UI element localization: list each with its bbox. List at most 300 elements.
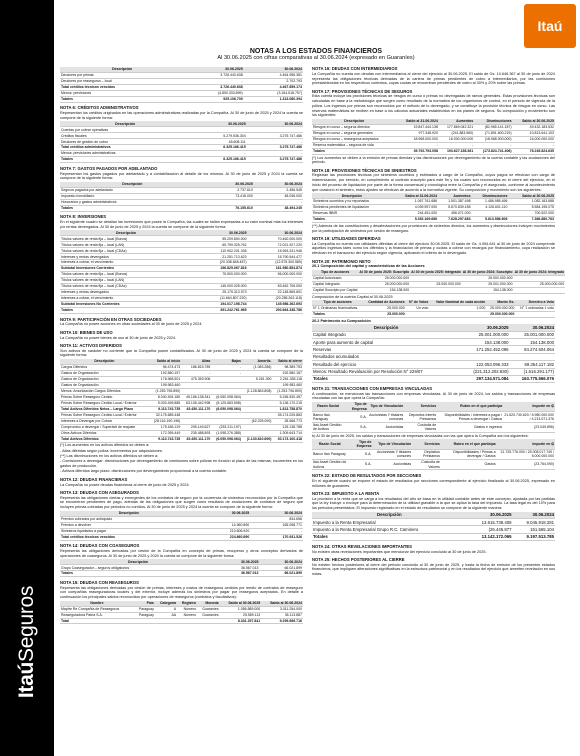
- note-13: [60, 490, 303, 541]
- data-table: [60, 230, 303, 314]
- note-5-table: [60, 67, 303, 103]
- data-table: [60, 67, 303, 103]
- table-cell: 475.353.906: [181, 376, 211, 382]
- table-cell: (3.154.518.757): [244, 90, 303, 96]
- note-15: [60, 580, 303, 625]
- table-cell: (1.128.863.808): [242, 388, 273, 394]
- table-cell: 45.608.111: [190, 139, 246, 145]
- table-cell: Guaraníes: [197, 606, 220, 612]
- column-header: Rubro en el que participa: [441, 439, 497, 449]
- table-cell: 3.726.440.638: [184, 84, 243, 90]
- table-row: [60, 307, 303, 313]
- table-row: [312, 312, 555, 318]
- note-text: Representa las obligaciones derivadas por cesión de la Compañía en concepto de primas, recuperos y otros conceptos derivados de operaciones de coaseguros. Al 30 de junio de 2025 y 2024 la cuenta se compone de la siguiente forma:: [60, 548, 303, 558]
- table-cell: [197, 618, 220, 624]
- table-cell: 6.325.166.415: [190, 157, 246, 163]
- column-header: Tipo de Empresa: [344, 402, 368, 412]
- table-cell: 10.813.641.103: [513, 130, 555, 136]
- itau-logo: Itaú: [524, 4, 576, 48]
- note-text: En el siguiente cuadro se expone el estado de resultados por secciones correspondiente al ejercicio finalizado al 30.06.2025, expresado en millones de guaraníes.: [312, 478, 555, 488]
- table-cell: 48.494.245: [254, 205, 303, 211]
- table-cell: 25.001.000.000: [460, 331, 509, 338]
- note-text: La Compañía no cuenta con deudas con intermediarios al cierre del ejercicio al 30.06.2025. El saldo de Gs. 10.646.367 al 30 de junio de 2024 representa las obligaciones técnicas derivadas de la cartera de primas pendientes de cobro a intermediarios, por las comisiones preestablecidas en los respectivos contratos, cuyas cuotas se encuentran pendientes de cobro al 30% y 20% sobre las primas.: [312, 71, 555, 86]
- table-cell: Reserva matemática – seguros de vida: [312, 142, 397, 148]
- table-cell: Custodia de Valores: [412, 459, 441, 469]
- note-text: Representa las obligaciones ciertas y emergentes de los contratos de seguro por la ocurrencia de siniestros reconocidos por la Compañía que se encuentran pendientes de pago, además de las obligaciones que surgen como resultado de anulaciones de contratos de seguro que incluyen primas cobradas por periodos no corridos. Al 30 de junio de 2025 y 2024 la cuenta se compone de la siguiente forma:: [60, 495, 303, 510]
- table-cell: Reaseguradora Patria S.A.: [60, 612, 134, 618]
- note-table: [312, 119, 555, 155]
- note-21-subtext: b) Al 30 de junio de 2025, los saldos y transacciones de empresas vinculadas con las que opera la Compañía son los siguientes:: [312, 433, 529, 438]
- data-table: [60, 511, 303, 541]
- table-cell: Títulos valores de renta fija – local (LAN): [60, 278, 192, 284]
- note-footnote: (*) Los aumentos en los activos diferidos se deben a:: [60, 443, 150, 448]
- table-cell: 171.252.452.096: [460, 346, 509, 353]
- column-header: N° de Votos: [406, 300, 430, 305]
- page-subtitle: Al 30.06.2025 con cifras comparativas al 30.06.2024 (expresado en Guaraníes): [217, 55, 415, 61]
- shares-table: [312, 300, 555, 318]
- table-cell: Totales: [60, 571, 216, 577]
- table-cell: 2.702.793: [244, 78, 303, 84]
- table-cell: 36.567.013: [216, 571, 259, 577]
- table-cell: 16.000.000.000: [439, 136, 474, 142]
- data-table: [60, 121, 303, 163]
- column-header: Servicios: [404, 402, 437, 412]
- table-cell: 2.737.610: [205, 187, 254, 193]
- table-cell: 177.869.042.321: [439, 124, 474, 130]
- table-cell: Intereses a cobrar, el vencimiento: [60, 260, 192, 266]
- table-cell: 28.566.773: [272, 418, 303, 424]
- table-cell: 73.418.000: [205, 193, 254, 199]
- table-cell: Paraguay: [134, 612, 155, 618]
- note-footnote: - Altas diferidas según póliza: incrementos por adquisiciones.: [60, 448, 163, 453]
- table-cell: Capital Suscripto por Capital: [313, 288, 358, 293]
- table-cell: 9.299.896.716: [261, 618, 303, 624]
- column-header: Saldo al 31.06.2024: [397, 119, 439, 124]
- table-cell: 9.113.743.735: [149, 436, 181, 442]
- note-text: Representan los créditos originados en las operaciones administrativas realizadas por la Compañía. Al 30 de junio de 2025 y 2024 la cuenta se compone de la siguiente forma:: [60, 111, 303, 120]
- column-header: 30.06.2025: [184, 67, 243, 72]
- column-header: 30.06.2024: [244, 67, 303, 72]
- note-footnote: (**) Además de las constituciones y desafectaciones por provisiones de siniestros directos, los aumentos y disminuciones incluyen movimientos por la participación de siniestros por cesión de reaseguro.: [312, 223, 555, 233]
- table-cell: [406, 312, 430, 318]
- table-cell: Número: [177, 606, 197, 612]
- column-header: Descripción: [60, 511, 198, 516]
- table-cell: Accionistas Y titulares comunes: [372, 449, 412, 459]
- table-cell: 1.056.889.000: [220, 606, 262, 612]
- table-cell: Itaú Asset Gestión de Activos: [312, 422, 344, 432]
- note-25: [312, 557, 555, 577]
- data-table: [312, 402, 555, 433]
- table-cell: Banco Itaú Paraguay: [312, 412, 344, 422]
- column-header: Saldo al 30.06.2024: [261, 601, 303, 606]
- table-cell: 70.460.000.000: [248, 236, 303, 242]
- table-cell: Menos: previsiones administrativas: [60, 151, 190, 157]
- table-cell: Depósitos Préstamos: [412, 449, 441, 459]
- table-cell: [155, 618, 177, 624]
- note-text: La Compañía no posee bienes de uso al 30 de junio de 2025 y 2024.: [60, 335, 177, 340]
- table-cell: Totales: [60, 205, 205, 211]
- table-cell: 30.173.100.418: [272, 436, 303, 442]
- column-header: Al 30 de junio 2024: Integrado: [514, 270, 565, 275]
- note-table: [60, 559, 303, 577]
- note-8: [60, 214, 303, 314]
- table-cell: 5.003.495.885: [149, 400, 181, 406]
- table-cell: 175.186.129: [149, 424, 181, 430]
- note-10: [60, 330, 303, 341]
- table-cell: (221.312.202.830): [460, 368, 509, 375]
- table-cell: 834.656: [250, 516, 303, 522]
- note-21-text: A continuación, se mencionan las transacciones con empresas vinculadas. Al 30 de junio de 2024, los saldos y transacciones de empresas vinculadas con las que opera la Compañía:: [312, 391, 555, 401]
- column-header: Tipo de acciones: [312, 300, 363, 305]
- table-cell: 36.567.013: [216, 565, 259, 571]
- column-header: 30.06.2024: [250, 511, 303, 516]
- table-header-row: [312, 324, 555, 331]
- note-table: [60, 511, 303, 541]
- table-cell: N° 1 Ordinarias Nominativas: [312, 306, 363, 312]
- table-row: [312, 368, 555, 375]
- table-cell: 5.279.536.304: [190, 133, 246, 139]
- table-cell: 45.450.111.170: [181, 406, 211, 412]
- table-cell: 456.071.000: [438, 211, 471, 217]
- note-title: NOTA 7: GASTOS PAGADOS POR ADELANTADO: [60, 165, 158, 171]
- table-cell: N° 1 ordinarias 1 voto: [515, 306, 555, 312]
- brand-sidebar: [0, 0, 54, 756]
- table-cell: 3.011.254.000: [261, 606, 303, 612]
- table-cell: 196.825.067.816: [192, 266, 247, 272]
- table-cell: Resultados acumulados: [312, 353, 460, 360]
- table-cell: 15.963.241.946: [248, 248, 303, 254]
- column-header: Descripción: [312, 193, 392, 198]
- note-title: NOTA 14: DEUDAS CON COASEGUROS: [60, 543, 140, 549]
- table-cell: 45.156.138.341: [181, 394, 211, 400]
- table-cell: 98.389.753: [272, 364, 303, 370]
- table-cell: Subtotal Inversiones No Corrientes: [60, 301, 192, 307]
- table-cell: 5.613.586.606: [472, 217, 509, 223]
- note-14: [60, 543, 303, 577]
- column-header: Descripción: [312, 119, 397, 124]
- column-header: Importe en ₲: [497, 439, 555, 449]
- note-20-2-subtitle: 20.2 Patrimonio su Composición: [312, 318, 371, 323]
- table-cell: Itaú Asset Gestión de Activos: [313, 460, 347, 469]
- note-table: [312, 512, 555, 541]
- table-cell: Totales: [312, 148, 397, 154]
- table-cell: 4.039.957.000: [392, 205, 439, 211]
- wordmark-light: Seguros: [15, 585, 38, 662]
- table-cell: (1.253.796.890): [149, 388, 181, 394]
- table-cell: 39.792.793.058: [397, 148, 439, 154]
- note-table: [60, 121, 303, 163]
- table-cell: Menos: previsiones: [60, 90, 184, 96]
- table-cell: 199.983.460: [149, 382, 181, 388]
- table-cell: (1.083.286): [242, 364, 273, 370]
- column-header: 30.06.2024: [513, 512, 555, 519]
- data-table: [312, 324, 555, 383]
- column-header: Descripción: [60, 121, 190, 126]
- table-row: [312, 361, 555, 368]
- column-header: Aumentos: [439, 119, 474, 124]
- table-cell: Capital Autorizado: [312, 275, 358, 281]
- note-title: NOTA 8: INVERSIONES: [60, 214, 107, 220]
- column-header: Descripción: [60, 359, 149, 364]
- note-20-1-subtitle: 20.1 Composición del capital y características de las Acciones: [312, 264, 425, 269]
- note-title: NOTA 19: UTILIDADES DIFERIDAS: [312, 235, 381, 241]
- table-cell: 22.148.869.601: [248, 290, 303, 296]
- note-text: Representan los gastos pagados por adelantado y a contabilización al detalle de los mismos. Al 30 de junio de 2025 y 2024 la cuenta se compone de la siguiente forma:: [60, 171, 303, 181]
- table-cell: [429, 312, 486, 318]
- table-cell: 75.500.000.000: [192, 272, 247, 278]
- column-header: Moneda: [197, 601, 220, 606]
- table-cell: [177, 618, 197, 624]
- note-16: [312, 66, 555, 86]
- table-cell: 65.799.325.762: [192, 242, 247, 248]
- table-cell: (12.575.300.589): [248, 260, 303, 266]
- table-row: [312, 526, 555, 533]
- table-cell: (1.098.276.388): [211, 430, 242, 436]
- wordmark-bold: Itaú: [15, 662, 38, 699]
- note-text: Esta cuenta incluye las provisiones técnicas de riesgos en curso o primas no devengadas de ramos generales. Estas provisiones técnicas son calculadas en base a la metodología que surgen como resultado de la normativa de los organismos de control, en el periodo de vigencia de la póliza. Los ingresos por primas son reconocidos por el método de lo devengado, y se constituye la provisión técnica de riesgos en curso. Las reservas matemáticas se reciben en base a los cálculos actuariales establecidos en los planes de seguros. Su composición y movimiento son los siguientes:: [312, 94, 555, 118]
- note-23: [312, 491, 555, 541]
- table-cell: 1.082.163.688: [508, 199, 555, 205]
- table-cell: Siniestros liquidados a pagar: [60, 528, 198, 534]
- column-header: Al 30 de junio 2025: Suscripto: [359, 270, 410, 275]
- table-cell: Créditos fiscales: [60, 133, 190, 139]
- table-cell: 55.209.800.000: [192, 236, 247, 242]
- document-header: [60, 48, 572, 61]
- table-cell: 19.847.444.138: [397, 124, 439, 130]
- note-title: NOTA 10: BIENES DE USO: [60, 329, 113, 335]
- table-cell: 25.001.000.000: [462, 281, 514, 287]
- table-cell: 161.980.854.874: [248, 266, 303, 272]
- table-cell: (11.664.807.220): [192, 296, 247, 302]
- column-header: Monto Gs.: [486, 300, 515, 305]
- table-cell: Total Activos Diferidos: [60, 436, 149, 442]
- table-cell: 244.451.000: [392, 211, 439, 217]
- column-header: Altas: [181, 359, 211, 364]
- column-header: Descripción: [312, 512, 467, 519]
- table-cell: 25.001.000.000: [510, 331, 556, 338]
- table-cell: Primas Sobre Reaseguro Cedido: [60, 394, 149, 400]
- table-cell: -: [250, 528, 303, 534]
- column-header: Derecho a Voto: [515, 300, 555, 305]
- table-cell: Totales: [312, 217, 392, 223]
- data-table: [312, 270, 565, 294]
- note-22: [312, 473, 555, 488]
- table-cell: 7.366.880.763: [508, 217, 555, 223]
- table-cell: (20.285.263.118): [248, 296, 303, 302]
- table-cell: 5.136.170.215: [272, 400, 303, 406]
- column-header: Registro: [177, 601, 197, 606]
- note-text: No existen otras revelaciones importantes que mencionar del ejercicio concluido al 30 de junio de 2025.: [312, 549, 487, 554]
- table-row: [312, 339, 555, 346]
- itau-seguros-wordmark: [0, 560, 54, 730]
- table-cell: (253.211.197): [211, 424, 242, 430]
- table-cell: 193.627.158.361: [439, 148, 474, 154]
- note-text: No existen hechos posteriores al cierre del periodo concluido al 30 de junio de 2025, y hasta la fecha de emisión de los presentes estados financieros, que impliquen alteraciones significativas en la estructura patrimonial y en los resultados del ejercicio que ameriten revelación en sus notas.: [312, 562, 555, 577]
- table-cell: 35.174.025.883: [272, 412, 303, 418]
- column-header: Servicios: [412, 439, 441, 449]
- table-cell: Menos: Amortización Cargos Diferidos: [60, 388, 149, 394]
- note-text: La Compañía no posee deudas financieras al cierre de junio de 2025 y 2024.: [60, 482, 190, 487]
- table-cell: (23.764.090): [497, 459, 555, 469]
- table-cell: 16.000.000.000: [513, 136, 555, 142]
- note-20-title: NOTA 20: PATRIMONIO NETO: [312, 258, 371, 264]
- table-cell: Mapfre Re Compañía de Reaseguros: [60, 606, 134, 612]
- column-header: Descripción: [60, 67, 184, 72]
- table-cell: 1.813.758.870: [272, 406, 303, 412]
- table-cell: -: [439, 142, 474, 148]
- table-cell: 199.983.460: [272, 382, 303, 388]
- note-title: NOTA 15: DEUDAS CON REASEGUROS: [60, 579, 139, 585]
- table-cell: 5.352.169.686: [392, 217, 439, 223]
- table-cell: 25.175.313.973: [192, 290, 247, 296]
- note-footnote: - Activos diferidos largo plazo: disminuciones por devengamiento proporcional a la cuenta contable.: [60, 469, 228, 474]
- table-cell: 7.628.297.683: [438, 217, 471, 223]
- note-table: [60, 230, 303, 314]
- table-cell: 154.138.000: [510, 339, 556, 346]
- column-header: Descripción: [60, 230, 192, 235]
- table-cell: (6.050.098.064): [211, 394, 242, 400]
- column-header: 30.06.2024: [510, 324, 556, 331]
- column-header: Tipo de acciones: [312, 270, 358, 275]
- table-header-row: [312, 439, 555, 449]
- table-cell: 56.000.000.000: [248, 272, 303, 278]
- table-cell: (23.049.896): [503, 422, 555, 432]
- left-column: [60, 66, 303, 627]
- column-header: Saldo al 31.06.2024: [392, 193, 439, 198]
- table-cell: Total: [60, 618, 134, 624]
- column-header: Razón Social: [312, 402, 344, 412]
- table-cell: (4.800.333.899): [184, 90, 243, 96]
- table-cell: 391.242.761.965: [192, 307, 247, 313]
- column-header: 30.06.2025: [198, 511, 251, 516]
- table-cell: 84.274.504.064: [510, 346, 556, 353]
- table-cell: Títulos valores de renta fija – local (Bonos): [60, 272, 192, 278]
- table-cell: Grupo Coasegurador – seguros obligatorios: [60, 565, 216, 571]
- note-text: La provisión a la renta que se carga a los resultados del año se basa en la utilidad contable antes de este concepto, ajustada por las partidas que la ley incluye o excluye para la determinación de la utilidad gravable a la que se aplica la tasa del impuesto. La tasa legal es del 10% para los periodos presentados. El impuesto registrado en el estado de resultados se compone de la siguiente manera:: [312, 496, 555, 511]
- table-cell: 145.986.262.693: [248, 301, 303, 307]
- table-cell: Subtotal Inversiones Corrientes: [60, 266, 192, 272]
- table-cell: 4.467.659.174: [244, 84, 303, 90]
- table-cell: 25.589.113: [220, 612, 262, 618]
- note-title: NOTA 6: CRÉDITOS ADMINISTRATIVOS: [60, 105, 139, 111]
- table-cell: Accionistas: [372, 459, 412, 469]
- table-cell: 9.113.743.735: [149, 406, 181, 412]
- table-cell: [514, 287, 566, 293]
- table-cell: 1.313.080.394: [244, 96, 303, 102]
- table-cell: 5.670.839.185: [438, 205, 471, 211]
- table-cell: 45.450.111.170: [181, 436, 211, 442]
- table-row: [312, 148, 555, 154]
- note-21-title: NOTA 21: TRANSACCIONES CON EMPRESAS VINCULADAS: [312, 385, 433, 391]
- table-cell: 66.021.899: [260, 571, 303, 577]
- table-cell: 154.138.000: [462, 287, 514, 293]
- column-header: Descripción: [60, 182, 205, 187]
- table-cell: 1.067.761.686: [392, 199, 439, 205]
- table-row: [60, 534, 303, 540]
- table-cell: (28.116.190.196): [149, 418, 181, 424]
- note-footnote: (*) Los aumentos se deben a la emisión de primas directas y las disminuciones por devengamiento de la cuenta contable y las anulaciones del periodo.: [312, 155, 555, 165]
- column-header: 30.06.2025: [467, 512, 513, 519]
- table-cell: 292.664.338.786: [248, 307, 303, 313]
- table-cell: 18.968.000.000: [397, 136, 439, 142]
- table-cell: 25.000.000.000: [358, 281, 410, 287]
- table-cell: 49.432.183.532: [513, 124, 555, 130]
- note-title: NOTA 18: PROVISIONES TÉCNICAS DE SINIESTROS: [312, 167, 417, 173]
- table-cell: 76.155.610: [205, 205, 254, 211]
- note-6: [60, 105, 303, 163]
- table-cell: 8.331.257.841: [220, 618, 262, 624]
- table-cell: 700.522.000: [508, 211, 555, 217]
- column-header: Amortiz.: [242, 359, 273, 364]
- table-cell: 25.000.000.000: [514, 281, 566, 287]
- table-cell: (26.445.877: [467, 526, 513, 533]
- table-cell: 83.462.706.000: [248, 284, 303, 290]
- table-cell: 125.138.788: [272, 424, 303, 430]
- table-row: [60, 205, 303, 211]
- table-cell: Total créditos técnicos vencidos: [60, 534, 198, 540]
- note-footnote: (**) Las disminuciones en los activos diferidos se deben a:: [60, 453, 159, 458]
- table-cell: Accionistas: [368, 422, 405, 432]
- table-cell: Totales: [312, 533, 467, 540]
- table-cell: 63.105.442.998: [181, 400, 211, 406]
- table-cell: (18.968.000.000): [474, 136, 512, 142]
- table-cell: Otros Activos Diferidos: [60, 430, 149, 436]
- table-cell: 13.615.738.408: [467, 519, 513, 526]
- table-cell: 165.098.771: [250, 522, 303, 528]
- table-cell: 14.960.890: [198, 522, 251, 528]
- note-19: [312, 236, 555, 256]
- table-cell: 35.113.887: [261, 612, 303, 618]
- table-cell: 151.565.104: [513, 526, 555, 533]
- note-12: [60, 477, 303, 488]
- table-cell: -: [184, 78, 243, 84]
- table-cell: 32.175.685.448: [149, 412, 181, 418]
- table-row: [312, 422, 555, 432]
- column-header: 30.06.2025: [216, 559, 259, 564]
- table-cell: 1.309.643.714: [272, 430, 303, 436]
- note-table: [312, 193, 555, 223]
- table-cell: Total Activos Diferidos Netos – Largo Plazo: [60, 406, 149, 412]
- table-cell: 9.197.513.785: [513, 533, 555, 540]
- table-cell: Totales: [60, 157, 190, 163]
- table-cell: Menos: Resultado Revaluación por Resolución N° 229/07: [312, 368, 460, 375]
- table-row: [312, 217, 555, 223]
- note-title: NOTA 9: PARTICIPACIÓN EN OTRAS SOCIEDADES: [60, 316, 162, 322]
- table-cell: 15.790.544.477: [248, 254, 303, 260]
- table-cell: (6.050.098.064): [211, 436, 242, 442]
- table-cell: Riesgos en curso – seguros directos: [312, 124, 397, 130]
- table-row: [312, 375, 555, 382]
- note-24: [312, 544, 555, 555]
- column-header: Categoría: [155, 601, 177, 606]
- table-cell: S.A.: [347, 449, 372, 459]
- column-header: Al 30 de junio 2024: Suscripto: [462, 270, 513, 275]
- column-header: Saldo al 30.06.2025: [508, 193, 555, 198]
- table-cell: (241.883.960): [439, 130, 474, 136]
- table-cell: [515, 312, 555, 318]
- table-cell: [134, 618, 155, 624]
- data-table: [312, 300, 555, 318]
- note-text: En el siguiente cuadro se detallan las inversiones que posee la Compañía, las cuales se hallan expresadas a su valor nominal más los intereses y/o rentas devengados. Al 30 de junio de 2025 y 2024 la cuenta se compone de la siguiente forma:: [60, 220, 303, 229]
- table-cell: Primas Sobre Reaseguro Cedido Local / Exterior: [60, 400, 149, 406]
- table-cell: [510, 353, 556, 360]
- column-header: Razón Social: [312, 439, 347, 449]
- table-cell: -: [190, 151, 246, 157]
- table-cell: -: [192, 278, 247, 284]
- table-cell: [410, 287, 462, 293]
- table-cell: 21.725.776.000 / 25.008.017.749 / 5.000.000.000: [497, 449, 555, 459]
- table-cell: -: [247, 151, 303, 157]
